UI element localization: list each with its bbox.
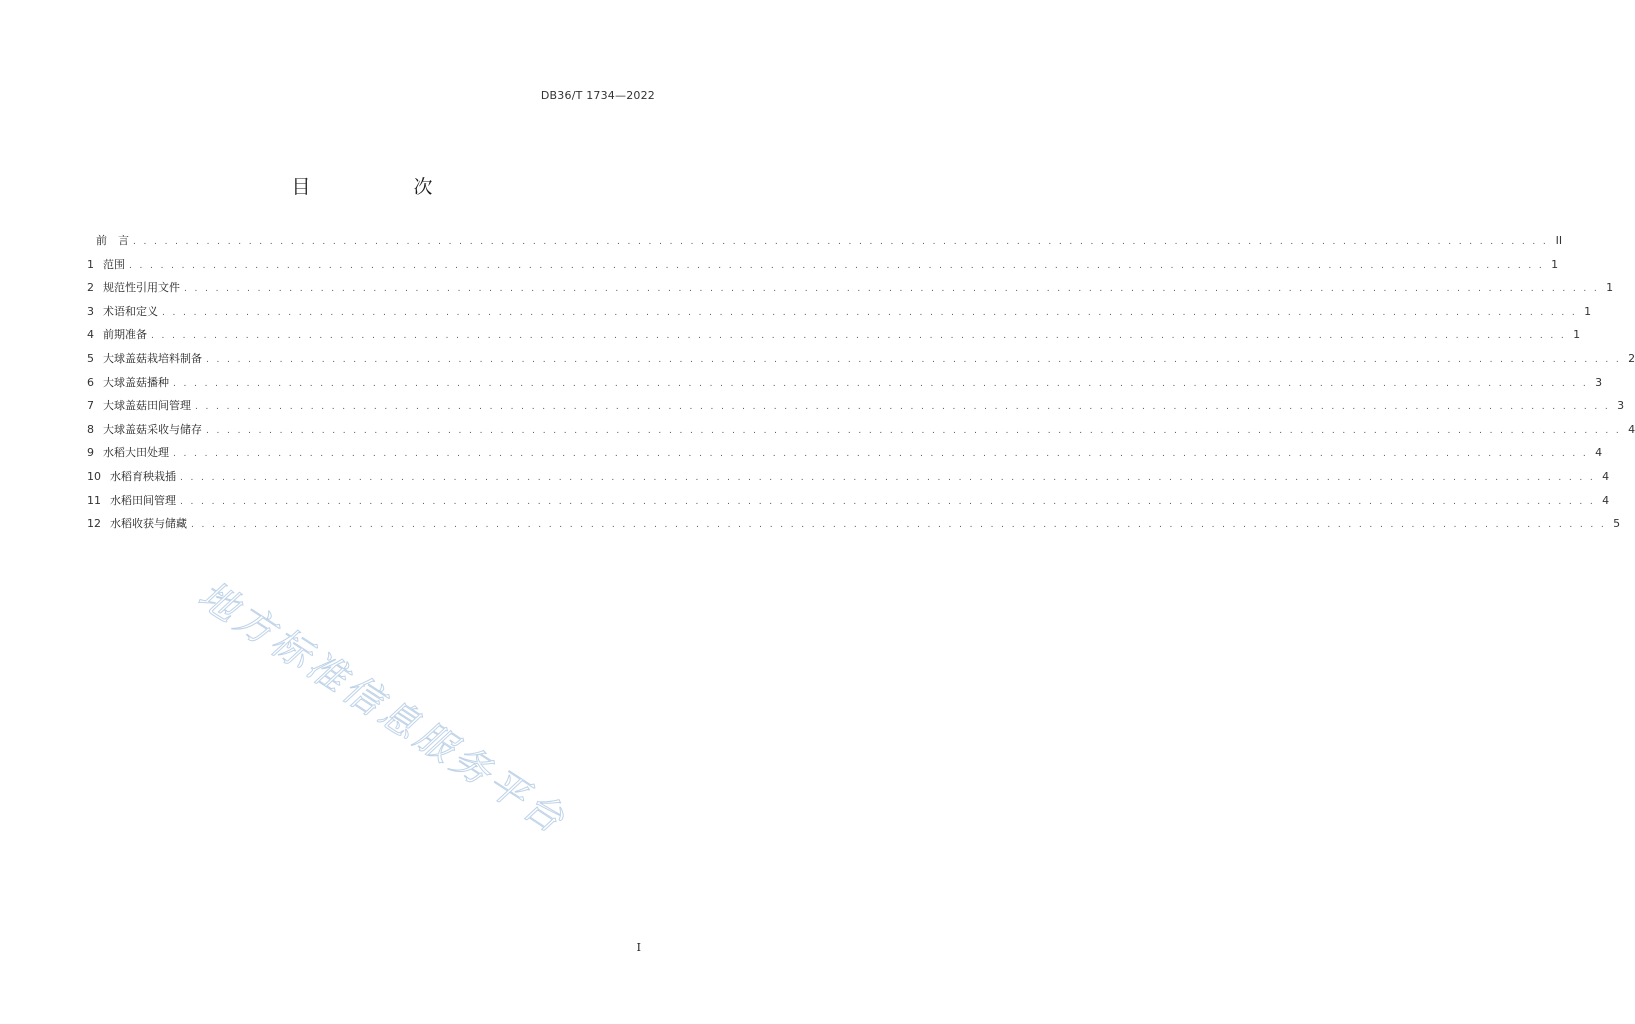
toc-dot-leader: . . . . . . . . . . . . . . . . . . . . . . . . . . . . . . . . . . . . . . . . . . . . . . . . . . . . . . . . . . . . . . . . . . . . . . . . . . . . . . . . . . . . . . . . . . . . . . . . . . . . . . . . . . . . . . . . . . . . . . . . . . . . . . . . . . . . . . . [133,237,1549,247]
toc-dot-leader: . . . . . . . . . . . . . . . . . . . . . . . . . . . . . . . . . . . . . . . . . . . . . . . . . . . . . . . . . . . . . . . . . . . . . . . . . . . . . . . . . . . . . . . . . . . . . . . . . . . . . . . . . . . . . . . . . . . . . . . . . . . . . . . . . . . . . . . [180,472,1596,483]
toc-entry-12[interactable] [87,512,1621,536]
toc-entry-title: 术语和定义 [103,304,158,318]
watermark: 地方标准信息服务平台 [190,572,576,844]
toc-dot-leader: . . . . . . . . . . . . . . . . . . . . . . . . . . . . . . . . . . . . . . . . . . . . . . . . . . . . . . . . . . . . . . . . . . . . . . . . . . . . . . . . . . . . . . . . . . . . . . . . . . . . . . . . . . . . . . . . . . . . . . . . . . . . . . . . . . . . . . . [151,331,1567,342]
toc-entry-7[interactable] [87,394,1625,418]
toc-entry-number: 11 [87,493,101,507]
toc-entry-page: 5 [1613,517,1621,531]
toc-entry-page: II [1555,234,1563,247]
toc-entry-title: 大球盖菇栽培料制备 [103,351,202,365]
toc-entry-number: 12 [87,517,101,531]
toc-entry-title: 水稻田间管理 [110,493,176,507]
toc-dot-leader: . . . . . . . . . . . . . . . . . . . . . . . . . . . . . . . . . . . . . . . . . . . . . . . . . . . . . . . . . . . . . . . . . . . . . . . . . . . . . . . . . . . . . . . . . . . . . . . . . . . . . . . . . . . . . . . . . . . . . . . . . . . . . . . . . . . . . . . [195,402,1611,413]
toc-entry-number: 1 [87,257,94,271]
toc-entry-number: 9 [87,446,94,460]
toc-dot-leader: . . . . . . . . . . . . . . . . . . . . . . . . . . . . . . . . . . . . . . . . . . . . . . . . . . . . . . . . . . . . . . . . . . . . . . . . . . . . . . . . . . . . . . . . . . . . . . . . . . . . . . . . . . . . . . . . . . . . . . . . . . . . . . . . . . . . . . . [191,520,1607,531]
toc-entry-title: 大球盖菇田间管理 [103,399,191,413]
toc-entry-foreword[interactable] [87,229,1563,253]
toc-dot-leader: . . . . . . . . . . . . . . . . . . . . . . . . . . . . . . . . . . . . . . . . . . . . . . . . . . . . . . . . . . . . . . . . . . . . . . . . . . . . . . . . . . . . . . . . . . . . . . . . . . . . . . . . . . . . . . . . . . . . . . . . . . . . . . . . . . . . . . . [184,284,1600,295]
toc-entry-page: 1 [1584,304,1592,318]
toc-entry-page: 1 [1551,257,1559,271]
toc-entry-title: 前 言 [96,234,129,247]
toc-entry-title: 大球盖菇采收与储存 [103,422,202,436]
toc-entry-title: 大球盖菇播种 [103,375,169,389]
toc-entry-number: 3 [87,304,94,318]
toc-entry-6[interactable] [87,371,1603,395]
toc-entry-page: 1 [1573,328,1581,342]
toc-entry-page: 3 [1595,375,1603,389]
table-of-contents [87,229,1635,536]
toc-entry-10[interactable] [87,465,1610,489]
toc-entry-page: 2 [1628,351,1635,365]
toc-entry-page: 4 [1602,469,1610,483]
toc-dot-leader: . . . . . . . . . . . . . . . . . . . . . . . . . . . . . . . . . . . . . . . . . . . . . . . . . . . . . . . . . . . . . . . . . . . . . . . . . . . . . . . . . . . . . . . . . . . . . . . . . . . . . . . . . . . . . . . . . . . . . . . . . . . . . . . . . . . . . . . [180,496,1596,507]
standard-code: DB36/T 1734—2022 [540,89,655,102]
toc-entry-4[interactable] [87,323,1581,347]
toc-entry-number: 7 [87,399,94,413]
toc-dot-leader: . . . . . . . . . . . . . . . . . . . . . . . . . . . . . . . . . . . . . . . . . . . . . . . . . . . . . . . . . . . . . . . . . . . . . . . . . . . . . . . . . . . . . . . . . . . . . . . . . . . . . . . . . . . . . . . . . . . . . . . . . . . . . . . . . . . . . . . [206,354,1622,365]
toc-dot-leader: . . . . . . . . . . . . . . . . . . . . . . . . . . . . . . . . . . . . . . . . . . . . . . . . . . . . . . . . . . . . . . . . . . . . . . . . . . . . . . . . . . . . . . . . . . . . . . . . . . . . . . . . . . . . . . . . . . . . . . . . . . . . . . . . . . . . . . . [162,307,1578,318]
toc-entry-8[interactable] [87,418,1635,442]
toc-entry-number: 4 [87,328,94,342]
toc-entry-number: 2 [87,281,94,295]
toc-entry-page: 4 [1628,422,1635,436]
toc-entry-number: 5 [87,351,94,365]
toc-entry-3[interactable] [87,300,1592,324]
toc-entry-title: 水稻大田处理 [103,446,169,460]
toc-entry-number: 10 [87,469,101,483]
page-number: I [636,941,641,954]
toc-entry-9[interactable] [87,441,1603,465]
toc-entry-11[interactable] [87,489,1610,513]
toc-entry-5[interactable] [87,347,1635,371]
toc-entry-page: 4 [1602,493,1610,507]
toc-entry-1[interactable] [87,253,1559,277]
toc-entry-page: 1 [1606,281,1614,295]
toc-entry-2[interactable] [87,276,1614,300]
toc-entry-number: 8 [87,422,94,436]
toc-dot-leader: . . . . . . . . . . . . . . . . . . . . . . . . . . . . . . . . . . . . . . . . . . . . . . . . . . . . . . . . . . . . . . . . . . . . . . . . . . . . . . . . . . . . . . . . . . . . . . . . . . . . . . . . . . . . . . . . . . . . . . . . . . . . . . . . . . . . . . . [173,378,1589,389]
toc-entry-title: 水稻收获与储藏 [110,517,187,531]
toc-entry-title: 水稻育秧栽插 [110,469,176,483]
toc-entry-title: 规范性引用文件 [103,281,180,295]
toc-dot-leader: . . . . . . . . . . . . . . . . . . . . . . . . . . . . . . . . . . . . . . . . . . . . . . . . . . . . . . . . . . . . . . . . . . . . . . . . . . . . . . . . . . . . . . . . . . . . . . . . . . . . . . . . . . . . . . . . . . . . . . . . . . . . . . . . . . . . . . . [173,449,1589,460]
toc-dot-leader: . . . . . . . . . . . . . . . . . . . . . . . . . . . . . . . . . . . . . . . . . . . . . . . . . . . . . . . . . . . . . . . . . . . . . . . . . . . . . . . . . . . . . . . . . . . . . . . . . . . . . . . . . . . . . . . . . . . . . . . . . . . . . . . . . . . . . . . [206,425,1622,436]
toc-dot-leader: . . . . . . . . . . . . . . . . . . . . . . . . . . . . . . . . . . . . . . . . . . . . . . . . . . . . . . . . . . . . . . . . . . . . . . . . . . . . . . . . . . . . . . . . . . . . . . . . . . . . . . . . . . . . . . . . . . . . . . . . . . . . . . . . . . . . . . . [129,260,1545,271]
toc-entry-title: 范围 [103,257,125,271]
toc-entry-page: 3 [1617,399,1625,413]
toc-entry-page: 4 [1595,446,1603,460]
toc-title: 目 次 [291,176,475,198]
toc-entry-title: 前期准备 [103,328,147,342]
toc-entry-number: 6 [87,375,94,389]
